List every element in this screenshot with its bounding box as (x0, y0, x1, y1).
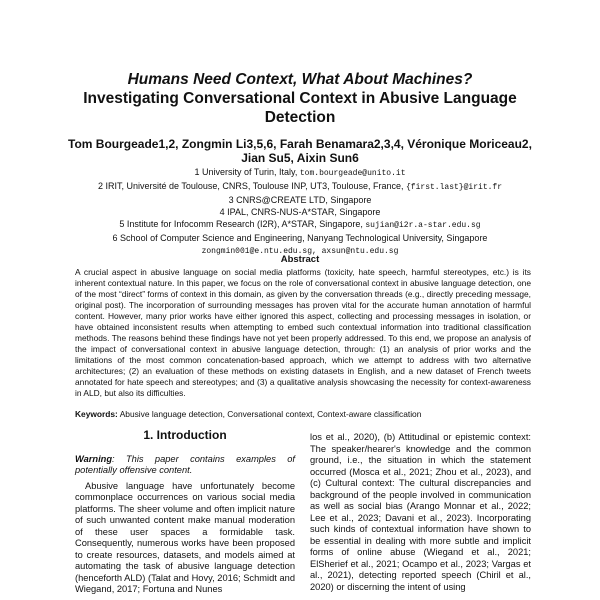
author-list (0, 137, 600, 165)
affiliations (0, 166, 600, 258)
paper-title (0, 70, 600, 127)
right-column (310, 432, 531, 593)
affiliation-3: 3 CNRS@CREATE LTD, Singapore (228, 195, 372, 205)
affiliation-4: 4 IPAL, CNRS-NUS-A*STAR, Singapore (219, 207, 381, 217)
affiliation-emails: zongmin001@e.ntu.edu.sg, axsun@ntu.edu.sg (201, 247, 399, 256)
affiliation-1: 1 University of Turin, Italy, tom.bourgeade@unito.it (194, 167, 406, 178)
intro-paragraph: Abusive language have unfortunately become commonplace occurrences on various social media platforms. The sheer volume and often implicit nature of such unwanted content make manual moderation of these user spaces a formidable task. Consequently, numerous works have been proposed to create resources, datasets, and models aimed at automating the task of abusive language detection (henceforth ALD) (Talat and Hovy, 2016; Schmidt and Wiegand, 2017; Fortuna and Nunes (75, 480, 295, 594)
content-warning: Warning: This paper contains examples of potentially offensive content. (75, 453, 295, 475)
keywords-label: Keywords: (75, 409, 118, 419)
abstract-heading: Abstract (280, 254, 320, 265)
authors-line-1: Tom Bourgeade1,2, Zongmin Li3,5,6, Farah Benamara2,3,4, Véronique Moriceau2, (68, 137, 532, 151)
abstract-body: A crucial aspect in abusive language on social media platforms (toxicity, hate speech, harmful stereotypes, etc.) is its inherent contextual nature. In this paper, we focus on the role of conversational context in abusive language detection, one of the most “direct” forms of context in this domain, as given by the conversation threads (e.g., directly preceding message, original post). The incorporation of surrounding messages has proven vital for the accurate human annotation of harmful content. However, many prior works have either ignored this aspect, collecting and processing messages in isolation, or have obtained inconsistent results when attempting to embed such contextual information into traditional classification methods. The reasons behind these findings have not yet been properly addressed. To this end, we propose an analysis of the impact of conversational context in abusive language detection, through: (1) an analysis of prior works and the limitations of the most common concatenation-based approach, which we attempt to address with two alternative architectures; (2) an evaluation of these methods on existing datasets in English, and a new dataset of French tweets annotated for hate speech and stereotypes; and (3) a qualitative analysis showcasing the necessity for context-awareness in ALD, but also its difficulties. (75, 267, 531, 398)
affiliation-6: 6 School of Computer Science and Engineering, Nanyang Technological University, Singapore (112, 233, 488, 243)
left-column (75, 430, 295, 596)
right-column-paragraph: los et al., 2020), (b) Attitudinal or epistemic context: The speaker/hearer's knowledge and the common ground, i.e., the situation in which the statement occurred (Mosca et al., 2021; Zhou et al., 2023), and (c) Cultural context: The cultural discrepancies and background of the people involved in communication as well as social bias (Arango Monnar et al., 2022; Lee et al., 2023; Davani et al., 2023). Incorporating such kinds of contextual information have shown to be essential in dealing with more subtle and implicit forms of online abuse (Wiegand et al., 2021; ElSherief et al., 2021; Ocampo et al., 2023; Vargas et al., 2021), detecting reported speech (Chiril et al., 2020) or discerning the intent of using (310, 432, 531, 592)
section-heading-introduction: 1. Introduction (143, 428, 227, 442)
title-line-3: Detection (264, 109, 336, 126)
keywords-text: Abusive language detection, Conversational context, Context-aware classification (119, 409, 422, 419)
title-line-1: Humans Need Context, What About Machines? (127, 71, 473, 88)
authors-line-2: Jian Su5, Aixin Sun6 (241, 151, 359, 165)
affiliation-5: 5 Institute for Infocomm Research (I2R), A*STAR, Singapore, sujian@i2r.a-star.edu.sg (119, 219, 481, 230)
title-line-2: Investigating Conversational Context in Abusive Language (83, 90, 517, 107)
keywords (75, 409, 531, 420)
affiliation-2: 2 IRIT, Université de Toulouse, CNRS, Toulouse INP, UT3, Toulouse, France, {first.last}@irit.fr (97, 181, 503, 192)
